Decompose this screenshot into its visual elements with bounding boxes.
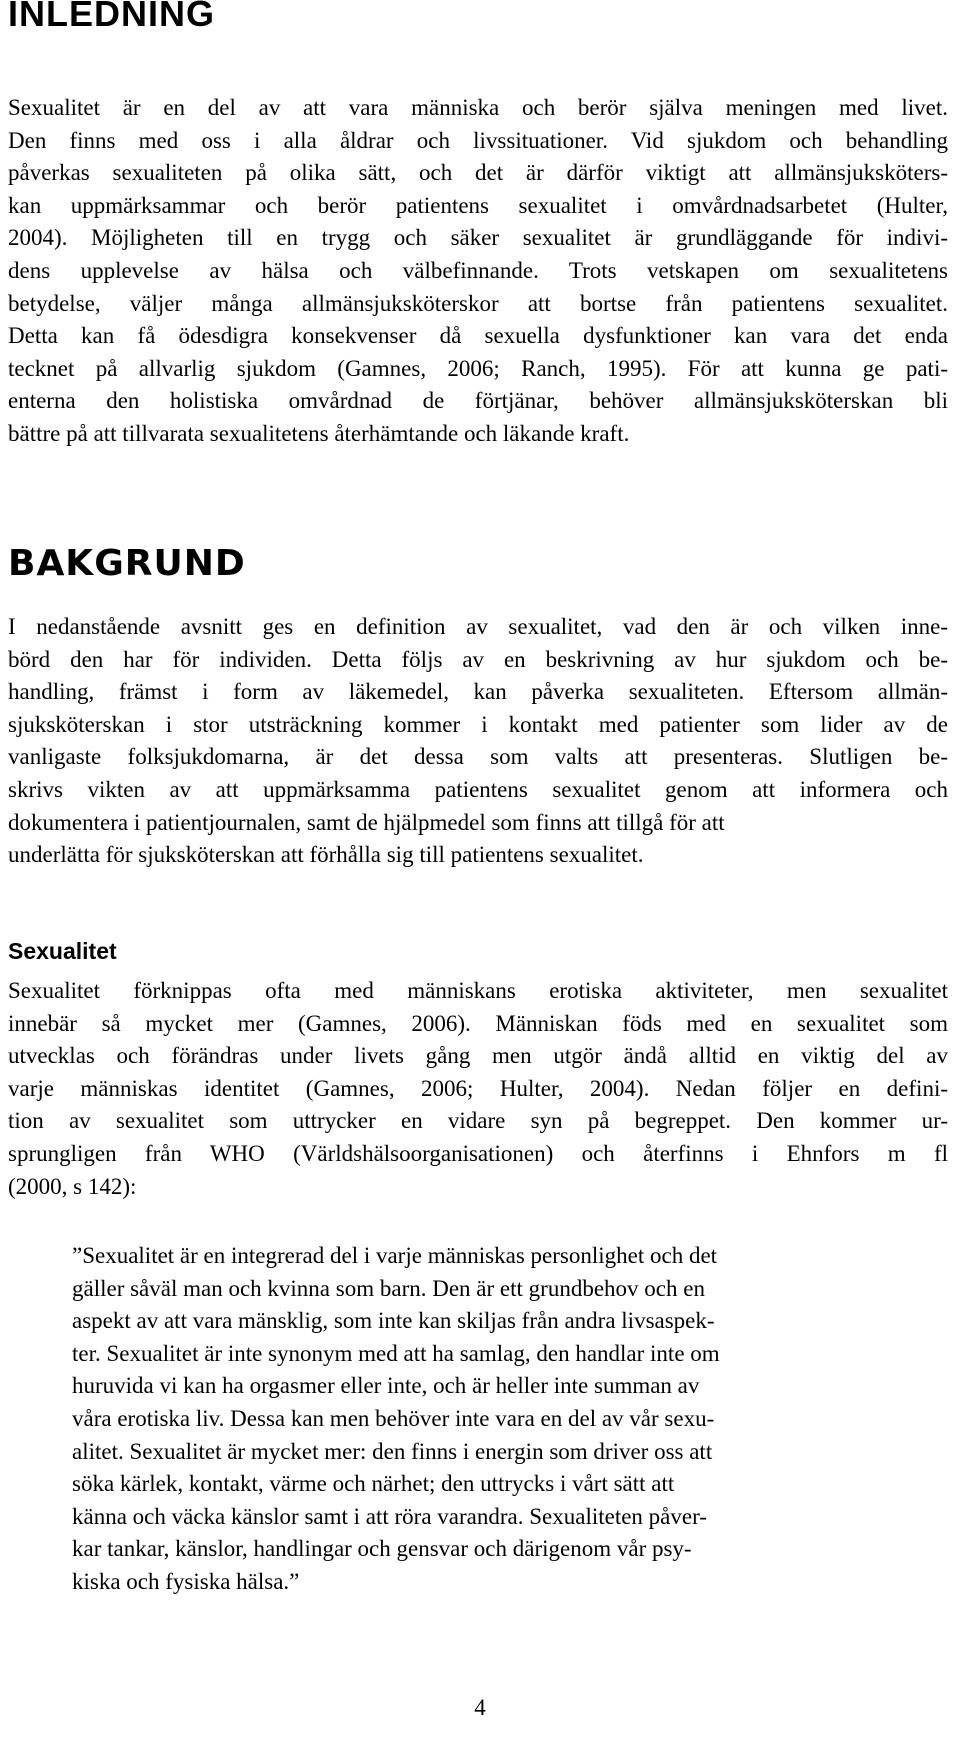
text-line: börd den har för individen. Detta följs av en beskrivning av hur sjukdom och be- xyxy=(8,646,948,672)
text-line: innebär så mycket mer (Gamnes, 2006). Människan föds med en sexualitet som xyxy=(8,1010,948,1036)
quote-line: kiska och fysiska hälsa.” xyxy=(72,1568,300,1594)
text-line: handling, främst i form av läkemedel, kan påverka sexualiteten. Eftersom allmän- xyxy=(8,679,948,705)
who-definition-quote xyxy=(72,1240,882,1599)
quote-line: ”Sexualitet är en integrerad del i varje människas personlighet och det xyxy=(72,1243,718,1268)
text-line: (2000, s 142): xyxy=(8,1173,137,1199)
text-line: dokumentera i patientjournalen, samt de hjälpmedel som finns att tillgå för att xyxy=(8,809,725,835)
quote-line: våra erotiska liv. Dessa kan men behöver inte vara en del av vår sexu- xyxy=(72,1405,715,1431)
text-line: bättre på att tillvarata sexualitetens återhämtande och läkande kraft. xyxy=(8,420,630,446)
text-line: utvecklas och förändras under livets gång men utgör ändå alltid en viktig del av xyxy=(8,1043,948,1069)
paragraph-sexualitet xyxy=(8,975,948,1203)
heading-inledning: INLEDNING xyxy=(8,0,215,34)
heading-bakgrund: BAKGRUND xyxy=(8,543,246,584)
text-line: varje människas identitet (Gamnes, 2006; Hulter, 2004). Nedan följer en defini- xyxy=(8,1075,948,1101)
quote-line: gäller såväl man och kvinna som barn. Den är ett grundbehov och en xyxy=(72,1275,705,1301)
quote-line: söka kärlek, kontakt, värme och närhet; den uttrycks i vårt sätt att xyxy=(72,1471,675,1497)
text-line: enterna den holistiska omvårdnad de förtjänar, behöver allmänsjuksköterskan bli xyxy=(8,388,948,414)
text-line: Sexualitet förknippas ofta med människans erotiska aktiviteter, men sexualitet xyxy=(8,978,948,1003)
text-line: kan uppmärksammar och berör patientens sexualitet i omvårdnadsarbetet (Hulter, xyxy=(8,192,948,218)
quote-line: huruvida vi kan ha orgasmer eller inte, och är heller inte summan av xyxy=(72,1373,700,1399)
heading-sexualitet: Sexualitet xyxy=(8,938,117,964)
quote-line: kar tankar, känslor, handlingar och gensvar och därigenom vår psy- xyxy=(72,1536,692,1562)
text-line: tecknet på allvarlig sjukdom (Gamnes, 2006; Ranch, 1995). För att kunna ge pati- xyxy=(8,355,948,381)
text-line: sjuksköterskan i stor utsträckning kommer i kontakt med patienter som lider av de xyxy=(8,711,948,737)
text-line: dens upplevelse av hälsa och välbefinnande. Trots vetskapen om sexualitetens xyxy=(8,257,948,283)
text-line: I nedanstående avsnitt ges en definition av sexualitet, vad den är och vilken inne- xyxy=(8,614,948,639)
quote-line: aspekt av att vara mänsklig, som inte kan skiljas från andra livsaspek- xyxy=(72,1308,715,1334)
quote-line: känna och väcka känslor samt i att röra varandra. Sexualiteten påver- xyxy=(72,1503,707,1529)
text-line: tion av sexualitet som uttrycker en vidare syn på begreppet. Den kommer ur- xyxy=(8,1108,948,1134)
text-line: Detta kan få ödesdigra konsekvenser då sexuella dysfunktioner kan vara det enda xyxy=(8,323,948,349)
text-line: Den finns med oss i alla åldrar och livssituationer. Vid sjukdom och behandling xyxy=(8,127,948,153)
text-line: sprungligen från WHO (Världshälsoorganisationen) och återfinns i Ehnfors m fl xyxy=(8,1140,948,1166)
text-line: underlätta för sjuksköterskan att förhålla sig till patientens sexualitet. xyxy=(8,842,644,868)
text-line: skrivs vikten av att uppmärksamma patientens sexualitet genom att informera och xyxy=(8,776,948,802)
quote-line: ter. Sexualitet är inte synonym med att ha samlag, den handlar inte om xyxy=(72,1340,720,1366)
text-line: 2004). Möjligheten till en trygg och säker sexualitet är grundläggande för indivi- xyxy=(8,225,948,251)
text-line: påverkas sexualiteten på olika sätt, och det är därför viktigt att allmänsjuksköters- xyxy=(8,160,948,186)
text-line: betydelse, väljer många allmänsjuksköterskor att bortse från patientens sexualitet. xyxy=(8,290,948,316)
page-number: 4 xyxy=(474,1695,486,1720)
paragraph-bakgrund xyxy=(8,611,948,872)
paragraph-inledning xyxy=(8,92,948,451)
text-line: vanligaste folksjukdomarna, är det dessa som valts att presenteras. Slutligen be- xyxy=(8,744,948,770)
text-line: Sexualitet är en del av att vara människa och berör själva meningen med livet. xyxy=(8,95,948,120)
quote-line: alitet. Sexualitet är mycket mer: den finns i energin som driver oss att xyxy=(72,1438,713,1464)
